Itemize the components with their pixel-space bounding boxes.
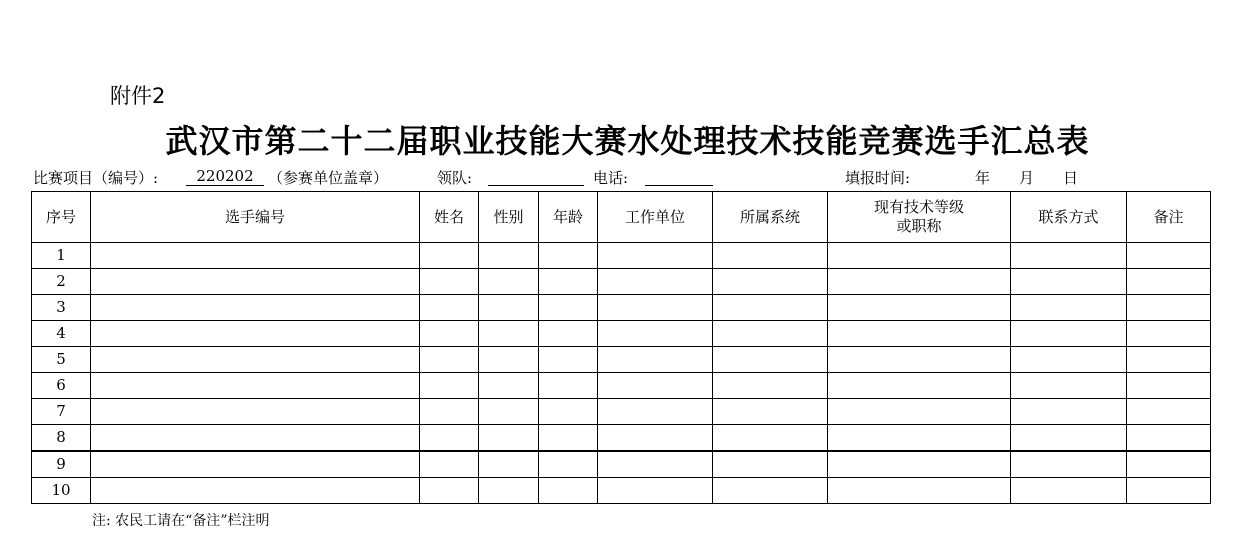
row-empty-cell[interactable] — [828, 347, 1011, 373]
header-seq: 序号 — [32, 192, 91, 243]
row-empty-cell[interactable] — [420, 269, 479, 295]
leader-value — [488, 167, 584, 186]
row-empty-cell[interactable] — [598, 451, 713, 478]
row-empty-cell[interactable] — [713, 243, 828, 269]
row-empty-cell[interactable] — [91, 295, 420, 321]
row-empty-cell[interactable] — [598, 295, 713, 321]
row-empty-cell[interactable] — [420, 399, 479, 425]
row-empty-cell[interactable] — [713, 373, 828, 399]
row-empty-cell[interactable] — [539, 425, 598, 452]
header-contestant-id: 选手编号 — [91, 192, 420, 243]
table-row — [32, 478, 1211, 504]
table-row — [32, 451, 1211, 478]
row-empty-cell[interactable] — [598, 478, 713, 504]
row-empty-cell[interactable] — [598, 425, 713, 452]
row-empty-cell[interactable] — [1127, 451, 1211, 478]
row-empty-cell[interactable] — [420, 243, 479, 269]
date-day: 日 — [1063, 169, 1079, 187]
row-empty-cell[interactable] — [1011, 373, 1127, 399]
row-empty-cell[interactable] — [479, 478, 539, 504]
row-seq-cell: 6 — [32, 373, 91, 399]
leader-field — [488, 167, 584, 190]
date-month: 月 — [1019, 169, 1035, 187]
seal-label: （参赛单位盖章） — [268, 169, 389, 187]
attachment-label: 附件2 — [110, 84, 166, 108]
phone-label: 电话: — [593, 169, 629, 187]
row-empty-cell[interactable] — [828, 399, 1011, 425]
leader-label: 领队: — [437, 169, 473, 187]
table-row — [32, 425, 1211, 452]
table-row — [32, 321, 1211, 347]
row-empty-cell[interactable] — [420, 347, 479, 373]
row-empty-cell[interactable] — [713, 478, 828, 504]
row-seq-cell: 5 — [32, 347, 91, 373]
row-empty-cell[interactable] — [91, 399, 420, 425]
footnote: 注: 农民工请在“备注”栏注明 — [92, 513, 270, 529]
row-empty-cell[interactable] — [598, 269, 713, 295]
row-empty-cell[interactable] — [91, 373, 420, 399]
row-empty-cell[interactable] — [713, 269, 828, 295]
row-empty-cell[interactable] — [539, 243, 598, 269]
project-code — [186, 167, 264, 186]
header-skill-level — [828, 192, 1011, 243]
header-age: 年龄 — [539, 192, 598, 243]
page-title: 武汉市第二十二届职业技能大赛水处理技术技能竞赛选手汇总表 — [165, 122, 1090, 160]
row-empty-cell[interactable] — [1011, 321, 1127, 347]
row-empty-cell[interactable] — [1011, 425, 1127, 452]
row-empty-cell[interactable] — [91, 347, 420, 373]
row-empty-cell[interactable] — [1011, 399, 1127, 425]
row-empty-cell[interactable] — [713, 425, 828, 452]
header-system: 所属系统 — [713, 192, 828, 243]
row-empty-cell[interactable] — [420, 295, 479, 321]
table-row — [32, 295, 1211, 321]
row-empty-cell[interactable] — [1127, 321, 1211, 347]
row-empty-cell[interactable] — [420, 373, 479, 399]
row-empty-cell[interactable] — [1127, 243, 1211, 269]
row-empty-cell[interactable] — [713, 399, 828, 425]
row-empty-cell[interactable] — [1011, 347, 1127, 373]
row-empty-cell[interactable] — [1011, 269, 1127, 295]
row-empty-cell[interactable] — [539, 269, 598, 295]
row-empty-cell[interactable] — [1127, 478, 1211, 504]
project-code-value: 220202 — [186, 167, 264, 186]
form-info-line — [33, 167, 1213, 187]
table-row — [32, 243, 1211, 269]
row-empty-cell[interactable] — [713, 295, 828, 321]
row-empty-cell[interactable] — [91, 425, 420, 452]
row-empty-cell[interactable] — [713, 321, 828, 347]
row-empty-cell[interactable] — [479, 373, 539, 399]
row-empty-cell[interactable] — [539, 451, 598, 478]
row-empty-cell[interactable] — [479, 295, 539, 321]
row-seq-cell: 4 — [32, 321, 91, 347]
date-label: 填报时间: — [845, 169, 911, 187]
table-row — [32, 347, 1211, 373]
row-empty-cell[interactable] — [1011, 451, 1127, 478]
row-empty-cell[interactable] — [479, 269, 539, 295]
row-empty-cell[interactable] — [539, 399, 598, 425]
row-empty-cell[interactable] — [598, 373, 713, 399]
row-empty-cell[interactable] — [539, 321, 598, 347]
header-name: 姓名 — [420, 192, 479, 243]
row-empty-cell[interactable] — [539, 295, 598, 321]
row-seq-cell: 9 — [32, 451, 91, 478]
row-empty-cell[interactable] — [828, 269, 1011, 295]
phone-value — [645, 167, 713, 186]
row-empty-cell[interactable] — [479, 243, 539, 269]
table-row — [32, 269, 1211, 295]
row-empty-cell[interactable] — [420, 321, 479, 347]
row-seq-cell: 2 — [32, 269, 91, 295]
row-empty-cell[interactable] — [598, 347, 713, 373]
row-empty-cell[interactable] — [479, 321, 539, 347]
row-empty-cell[interactable] — [91, 269, 420, 295]
row-empty-cell[interactable] — [91, 478, 420, 504]
table-row — [32, 373, 1211, 399]
phone-field — [645, 167, 713, 190]
row-empty-cell[interactable] — [828, 451, 1011, 478]
row-seq-cell: 10 — [32, 478, 91, 504]
row-empty-cell[interactable] — [420, 451, 479, 478]
table-row — [32, 399, 1211, 425]
row-empty-cell[interactable] — [598, 243, 713, 269]
row-empty-cell[interactable] — [539, 347, 598, 373]
table-header-row — [32, 192, 1211, 243]
row-empty-cell[interactable] — [539, 373, 598, 399]
row-empty-cell[interactable] — [91, 321, 420, 347]
row-empty-cell[interactable] — [91, 243, 420, 269]
header-remark: 备注 — [1127, 192, 1211, 243]
row-empty-cell[interactable] — [539, 478, 598, 504]
row-seq-cell: 1 — [32, 243, 91, 269]
row-empty-cell[interactable] — [1011, 295, 1127, 321]
row-empty-cell[interactable] — [828, 478, 1011, 504]
row-empty-cell[interactable] — [479, 451, 539, 478]
row-empty-cell[interactable] — [1127, 425, 1211, 452]
row-empty-cell[interactable] — [420, 425, 479, 452]
row-empty-cell[interactable] — [1127, 269, 1211, 295]
row-empty-cell[interactable] — [598, 399, 713, 425]
header-gender: 性别 — [479, 192, 539, 243]
row-empty-cell[interactable] — [828, 425, 1011, 452]
header-skill-level-line2: 或职称 — [896, 217, 942, 235]
date-year: 年 — [975, 169, 991, 187]
row-empty-cell[interactable] — [91, 451, 420, 478]
row-empty-cell[interactable] — [828, 321, 1011, 347]
row-seq-cell: 8 — [32, 425, 91, 452]
row-empty-cell[interactable] — [1127, 399, 1211, 425]
row-empty-cell[interactable] — [479, 399, 539, 425]
row-empty-cell[interactable] — [1011, 243, 1127, 269]
row-empty-cell[interactable] — [479, 425, 539, 452]
header-skill-level-line1: 现有技术等级 — [873, 198, 964, 216]
row-empty-cell[interactable] — [479, 347, 539, 373]
project-label: 比赛项目（编号）: — [33, 169, 159, 187]
row-empty-cell[interactable] — [1127, 347, 1211, 373]
row-empty-cell[interactable] — [713, 347, 828, 373]
row-empty-cell[interactable] — [828, 295, 1011, 321]
row-seq-cell: 3 — [32, 295, 91, 321]
row-empty-cell[interactable] — [1127, 295, 1211, 321]
row-empty-cell[interactable] — [713, 451, 828, 478]
row-empty-cell[interactable] — [828, 243, 1011, 269]
row-seq-cell: 7 — [32, 399, 91, 425]
contestant-table — [31, 191, 1211, 504]
row-empty-cell[interactable] — [598, 321, 713, 347]
row-empty-cell[interactable] — [828, 373, 1011, 399]
header-work-unit: 工作单位 — [598, 192, 713, 243]
row-empty-cell[interactable] — [1011, 478, 1127, 504]
row-empty-cell[interactable] — [1127, 373, 1211, 399]
row-empty-cell[interactable] — [420, 478, 479, 504]
header-contact: 联系方式 — [1011, 192, 1127, 243]
